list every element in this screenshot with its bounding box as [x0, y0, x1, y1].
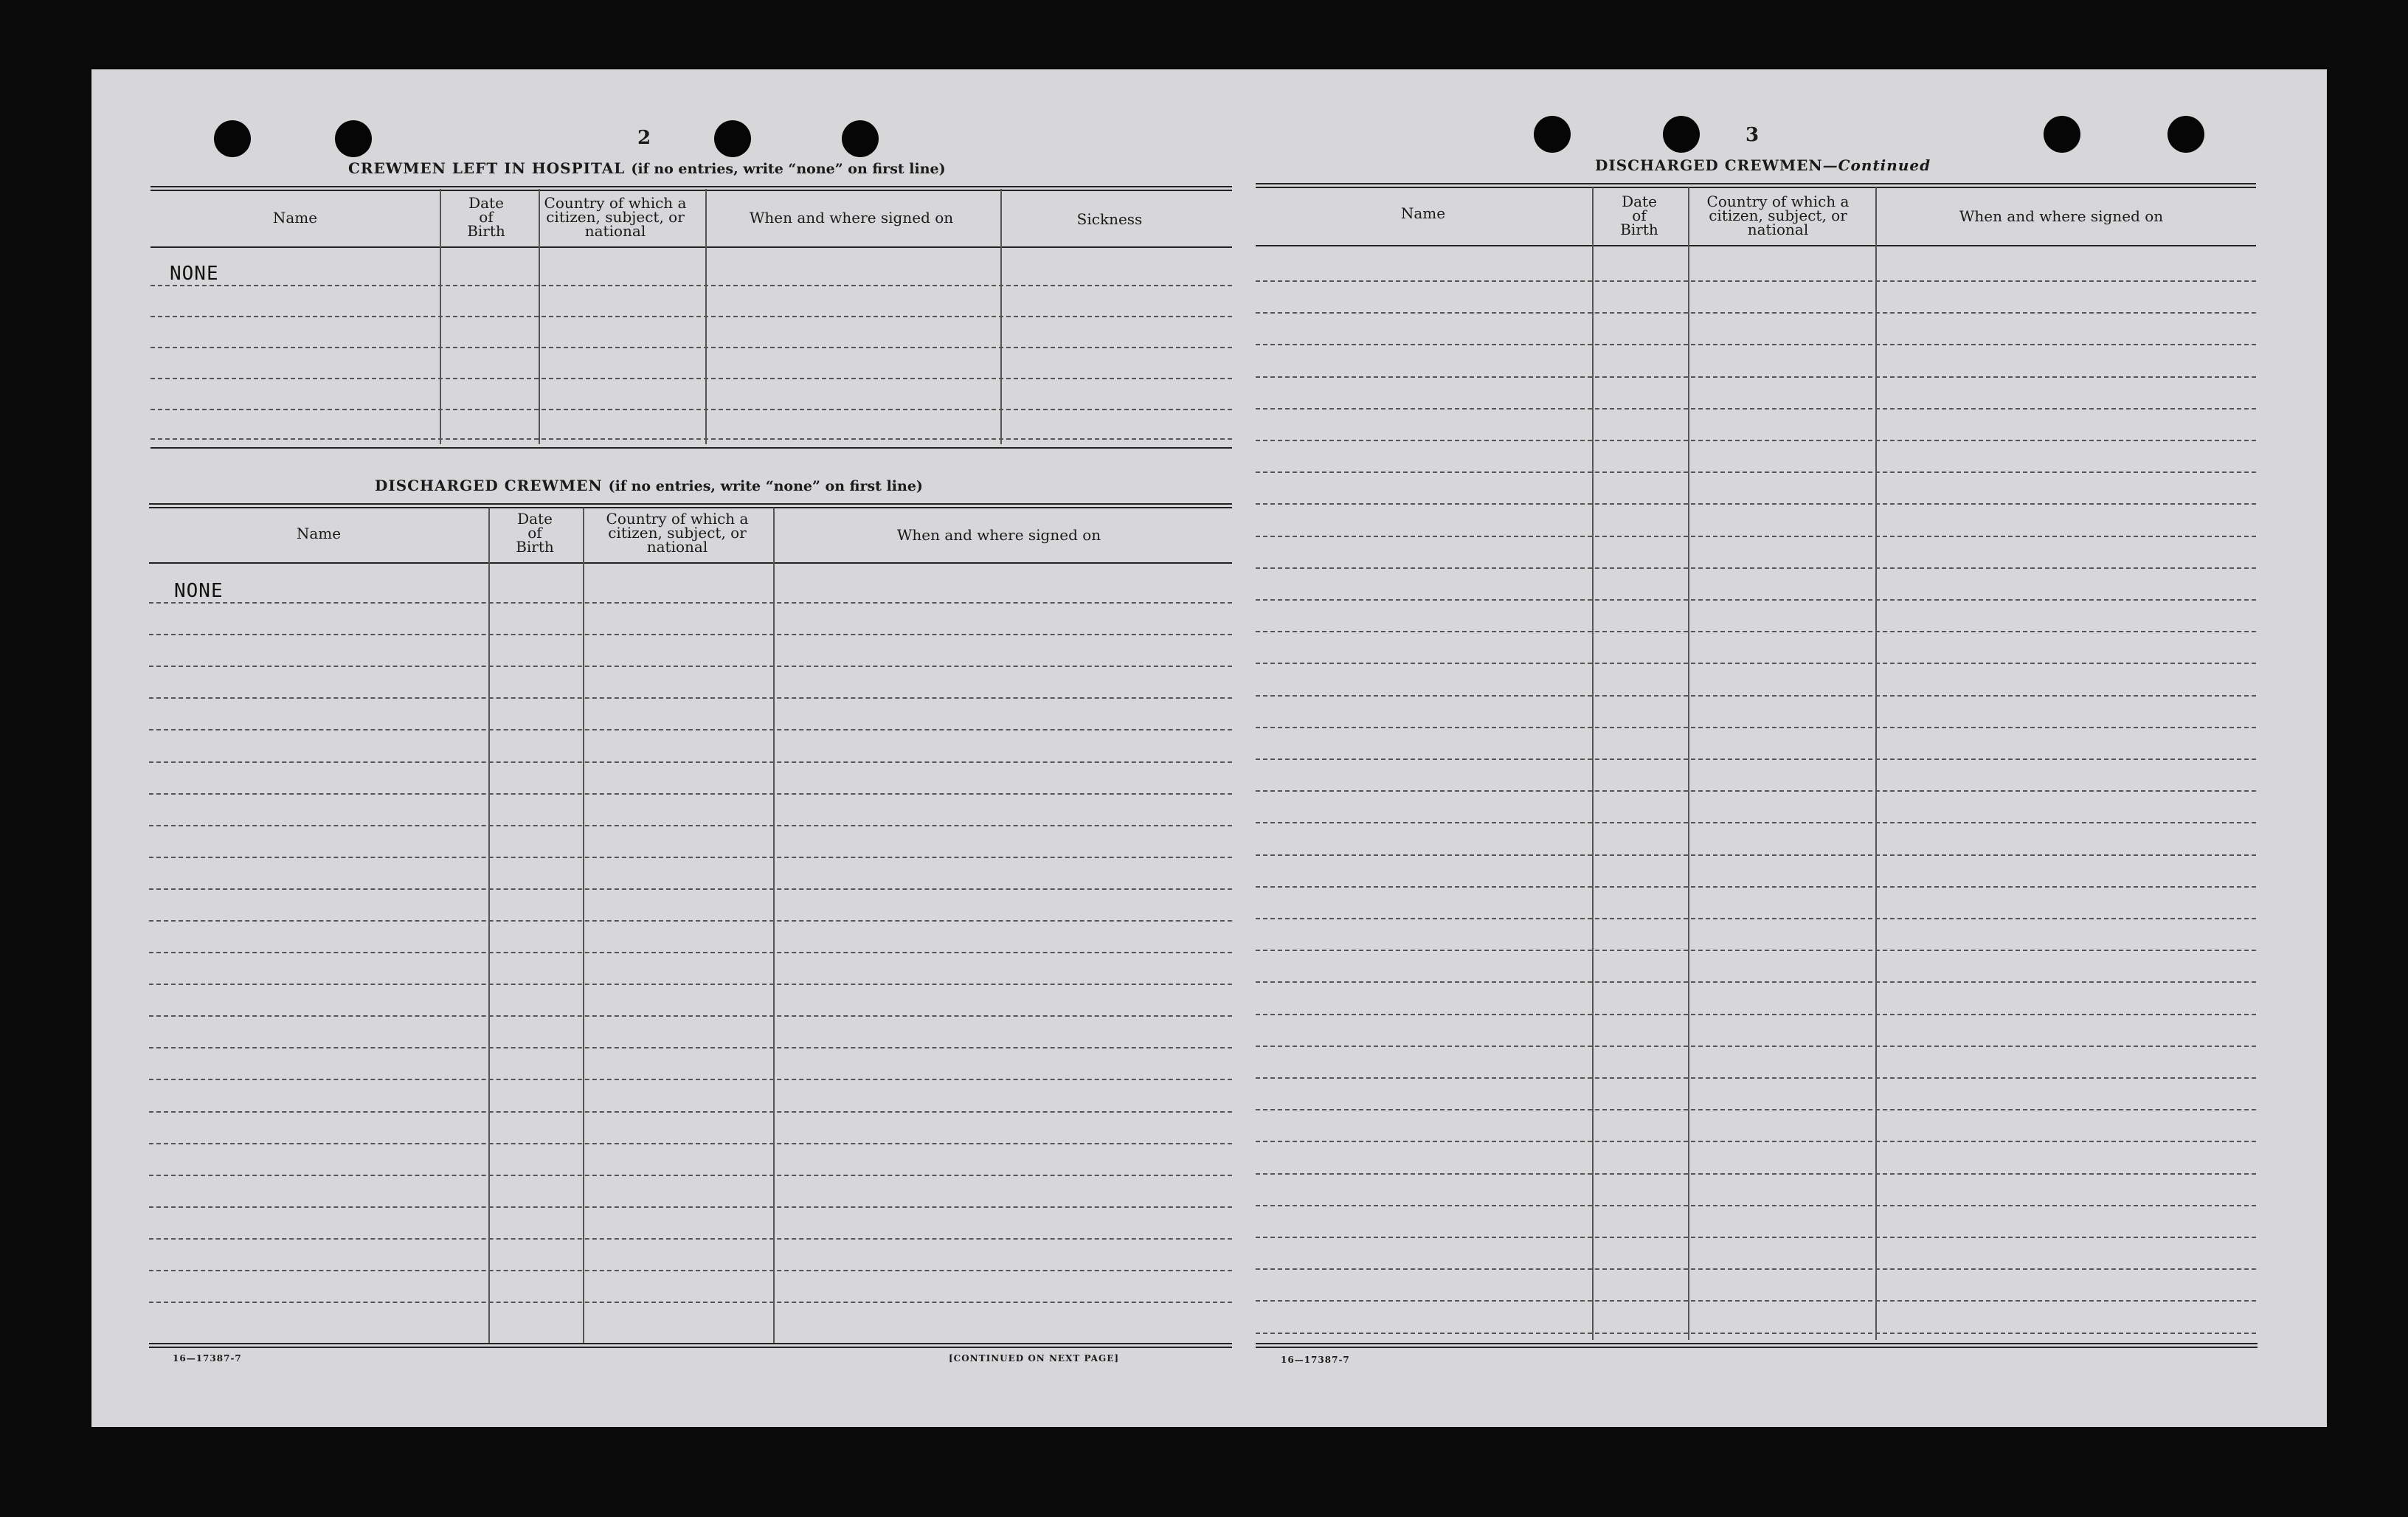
entry-line	[1256, 981, 2256, 983]
entry-line	[1256, 950, 2256, 951]
entry-line	[1256, 376, 2256, 378]
entry-line	[149, 761, 1232, 763]
entry-line	[1256, 1333, 2256, 1334]
punch-hole	[1534, 116, 1571, 153]
entry-line	[149, 1175, 1232, 1176]
column-divider	[1688, 187, 1689, 1340]
entry-line	[1256, 663, 2256, 664]
header-bottom-rule	[149, 562, 1232, 564]
col-header-date-of-birth: Date of Birth	[467, 194, 505, 240]
discharged-entry-none: NONE	[174, 580, 224, 602]
entry-line	[149, 1111, 1232, 1113]
entry-line	[1256, 471, 2256, 473]
entry-line	[149, 1206, 1232, 1208]
punch-hole	[842, 120, 879, 157]
col-header-name: Name	[1400, 204, 1446, 222]
entry-line	[149, 1143, 1232, 1144]
col-header-signed-on: When and where signed on	[749, 209, 954, 227]
entry-line	[149, 634, 1232, 635]
continued-title-suffix: —Continued	[1822, 156, 1931, 174]
column-divider	[1875, 187, 1877, 1340]
entry-line	[1256, 1237, 2256, 1238]
table-bottom-rule	[1256, 1343, 2258, 1348]
header-bottom-rule	[1256, 245, 2256, 246]
punch-hole	[714, 120, 751, 157]
entry-line	[1256, 503, 2256, 505]
continued-section-title	[1595, 156, 1931, 174]
entry-line	[1256, 1268, 2256, 1270]
entry-line	[1256, 1173, 2256, 1175]
punch-hole	[335, 120, 372, 157]
entry-line	[1256, 567, 2256, 569]
discharged-section-title	[375, 477, 923, 494]
entry-line	[1256, 758, 2256, 760]
discharged-title-instruction: (if no entries, write “none” on first line)	[608, 478, 923, 494]
col-header-country: Country of which a citizen, subject, or national	[606, 510, 749, 556]
table-top-rule	[149, 503, 1232, 508]
col-header-signed-on: When and where signed on	[896, 526, 1101, 544]
entry-line	[1256, 886, 2256, 888]
entry-line	[1256, 344, 2256, 345]
entry-line	[150, 438, 1232, 440]
form-number: 16—17387-7	[1281, 1355, 1350, 1365]
table-bottom-rule	[149, 1343, 1232, 1348]
entry-line	[1256, 790, 2256, 792]
entry-line	[149, 825, 1232, 826]
entry-line	[149, 697, 1232, 699]
entry-line	[1256, 1109, 2256, 1110]
entry-line	[150, 378, 1232, 379]
hospital-section-title	[348, 159, 946, 177]
entry-line	[149, 602, 1232, 604]
entry-line	[1256, 1205, 2256, 1206]
col-header-date-of-birth: Date of Birth	[516, 510, 554, 556]
column-divider	[583, 508, 584, 1343]
column-divider	[773, 508, 775, 1343]
punch-hole	[2044, 116, 2080, 153]
entry-line	[149, 793, 1232, 795]
entry-line	[1256, 280, 2256, 282]
entry-line	[150, 347, 1232, 348]
entry-line	[1256, 536, 2256, 537]
hospital-title-instruction: (if no entries, write “none” on first line)	[631, 161, 946, 177]
entry-line	[1256, 440, 2256, 441]
entry-line	[1256, 1014, 2256, 1015]
entry-line	[1256, 1077, 2256, 1079]
hospital-title-text: CREWMEN LEFT IN HOSPITAL	[348, 159, 626, 177]
entry-line	[149, 920, 1232, 922]
col-header-name: Name	[272, 209, 318, 227]
entry-line	[1256, 599, 2256, 601]
entry-line	[1256, 727, 2256, 728]
entry-line	[149, 984, 1232, 985]
column-divider	[1592, 187, 1594, 1340]
entry-line	[149, 1238, 1232, 1240]
entry-line	[1256, 1141, 2256, 1142]
punch-hole	[1663, 116, 1700, 153]
form-sheet	[91, 69, 2327, 1427]
punch-hole	[2167, 116, 2204, 153]
entry-line	[1256, 822, 2256, 823]
entry-line	[1256, 854, 2256, 856]
entry-line	[149, 1047, 1232, 1048]
entry-line	[1256, 695, 2256, 697]
table-bottom-rule	[150, 447, 1232, 449]
entry-line	[149, 952, 1232, 953]
entry-line	[149, 729, 1232, 730]
entry-line	[150, 285, 1232, 286]
entry-line	[150, 316, 1232, 317]
entry-line	[149, 1302, 1232, 1303]
continued-title-text: DISCHARGED CREWMEN	[1595, 156, 1823, 174]
entry-line	[1256, 312, 2256, 314]
entry-line	[149, 1015, 1232, 1017]
entry-line	[150, 409, 1232, 410]
entry-line	[1256, 408, 2256, 410]
entry-line	[149, 666, 1232, 667]
entry-line	[149, 1079, 1232, 1080]
page-number: 2	[637, 127, 651, 149]
col-header-name: Name	[296, 525, 342, 542]
discharged-title-text: DISCHARGED CREWMEN	[375, 477, 603, 494]
table-top-rule	[150, 186, 1232, 191]
header-bottom-rule	[150, 246, 1232, 248]
entry-line	[1256, 1300, 2256, 1302]
continued-note: [CONTINUED ON NEXT PAGE]	[949, 1353, 1120, 1364]
col-header-signed-on: When and where signed on	[1959, 207, 2164, 225]
page-number: 3	[1746, 124, 1760, 146]
punch-hole	[214, 120, 251, 157]
entry-line	[149, 1270, 1232, 1271]
col-header-country: Country of which a citizen, subject, or national	[1706, 193, 1850, 238]
entry-line	[149, 888, 1232, 890]
form-number: 16—17387-7	[173, 1353, 242, 1364]
table-top-rule	[1256, 183, 2256, 188]
col-header-sickness: Sickness	[1076, 210, 1143, 228]
col-header-country: Country of which a citizen, subject, or national	[544, 194, 687, 240]
entry-line	[1256, 918, 2256, 919]
entry-line	[1256, 631, 2256, 632]
column-divider	[488, 508, 490, 1343]
col-header-date-of-birth: Date of Birth	[1620, 193, 1658, 238]
entry-line	[1256, 1046, 2256, 1047]
entry-line	[149, 857, 1232, 858]
hospital-entry-none: NONE	[170, 263, 219, 285]
